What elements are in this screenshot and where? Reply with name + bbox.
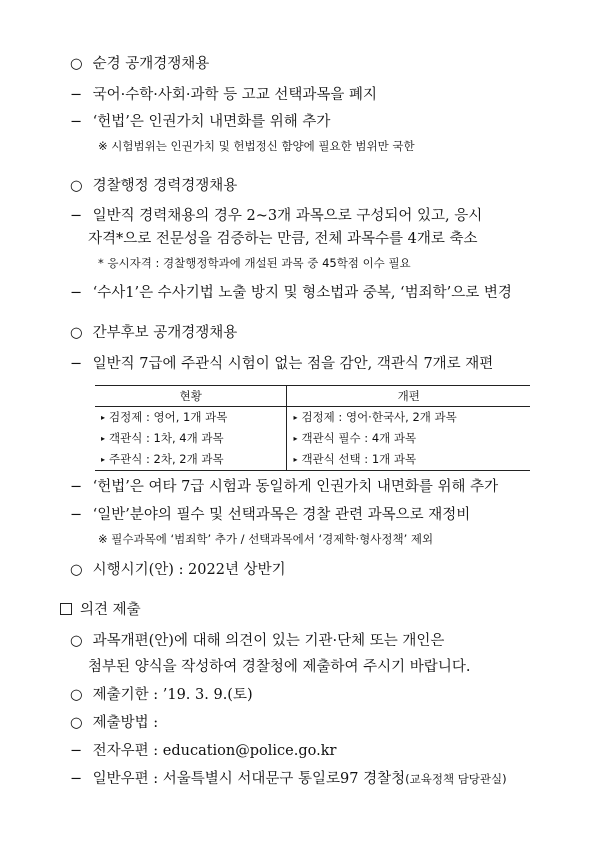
deadline: ○ 제출기한 : ’19. 3. 9.(토)	[70, 687, 253, 703]
paragraph-continuation: 첨부된 양식을 작성하여 경찰청에 제출하여 주시기 바랍니다.	[88, 659, 471, 675]
list-item: − 국어·수학·사회·과학 등 고교 선택과목을 폐지	[70, 87, 377, 103]
circle-bullet: ○	[70, 325, 83, 341]
dash-bullet: −	[70, 771, 83, 787]
column-header-current: 현황	[95, 386, 287, 407]
dash-bullet: −	[70, 507, 83, 523]
triangle-icon: ▸	[293, 413, 298, 422]
dash-bullet: −	[70, 479, 83, 495]
triangle-icon: ▸	[293, 455, 298, 464]
triangle-icon: ▸	[293, 434, 298, 443]
mail-dept: (교육정책 담당관실)	[405, 772, 507, 786]
table-row: ▸ 검정제 : 영어, 1개 과목 ▸ 검정제 : 영어·한국사, 2개 과목	[95, 407, 530, 429]
table-row: ▸ 주관식 : 2차, 2개 과목 ▸ 객관식 선택 : 1개 과목	[95, 449, 530, 471]
circle-bullet: ○	[70, 562, 83, 578]
circle-bullet: ○	[70, 687, 83, 703]
section-heading: ○ 경찰행정 경력경쟁채용	[70, 178, 238, 194]
note: ※ 시험범위는 인권가치 및 헌법정신 함양에 필요한 범위만 국한	[98, 139, 415, 153]
note: ※ 필수과목에 ‘범죄학’ 추가 / 선택과목에서 ‘경제학·형사정책’ 제외	[98, 532, 434, 546]
section-heading: ○ 간부후보 공개경쟁채용	[70, 325, 238, 341]
square-icon	[60, 603, 72, 615]
list-item: − ‘헌법’은 여타 7급 시험과 동일하게 인권가치 내면화를 위해 추가	[70, 479, 499, 495]
circle-bullet: ○	[70, 56, 83, 72]
table-row: ▸ 객관식 : 1차, 4개 과목 ▸ 객관식 필수 : 4개 과목	[95, 428, 530, 449]
section-heading: ○ 순경 공개경쟁채용	[70, 56, 210, 72]
circle-bullet: ○	[70, 178, 83, 194]
dash-bullet: −	[70, 87, 83, 103]
list-item-continuation: 자격*으로 전문성을 검증하는 만큼, 전체 과목수를 4개로 축소	[88, 231, 478, 247]
note: * 응시자격 : 경찰행정학과에 개설된 과목 중 45학점 이수 필요	[98, 256, 411, 270]
email-item	[70, 742, 336, 760]
dash-bullet: −	[70, 114, 83, 130]
circle-bullet: ○	[70, 715, 83, 731]
list-item: − 일반직 7급에 주관식 시험이 없는 점을 감안, 객관식 7개로 재편	[70, 356, 494, 372]
list-item: − ‘수사1’은 수사기법 노출 방지 및 형소법과 중복, ‘범죄학’으로 변경	[70, 285, 512, 301]
comparison-table	[95, 385, 530, 471]
opinion-title: 의견 제출	[60, 601, 141, 619]
list-item: − 일반직 경력채용의 경우 2~3개 과목으로 구성되어 있고, 응시	[70, 208, 483, 224]
dash-bullet: −	[70, 285, 83, 301]
mail-item: − 일반우편 : 서울특별시 서대문구 통일로97 경찰청(교육정책 담당관실)	[70, 771, 507, 787]
circle-bullet: ○	[70, 633, 83, 649]
list-item: − ‘헌법’은 인권가치 내면화를 위해 추가	[70, 114, 331, 130]
section-heading: ○ 시행시기(안) : 2022년 상반기	[70, 562, 286, 578]
email-link[interactable]: 전자우편 : education@police.go.kr	[92, 743, 337, 759]
triangle-icon: ▸	[101, 455, 106, 464]
column-header-new: 개편	[287, 386, 530, 407]
triangle-icon: ▸	[101, 434, 106, 443]
method: ○ 제출방법 :	[70, 715, 159, 731]
dash-bullet: −	[70, 356, 83, 372]
dash-bullet: −	[70, 208, 83, 224]
list-item: − ‘일반’분야의 필수 및 선택과목은 경찰 관련 과목으로 재정비	[70, 507, 471, 523]
paragraph: ○ 과목개편(안)에 대해 의견이 있는 기관·단체 또는 개인은	[70, 633, 445, 649]
triangle-icon: ▸	[101, 413, 106, 422]
dash-bullet: −	[70, 743, 83, 759]
